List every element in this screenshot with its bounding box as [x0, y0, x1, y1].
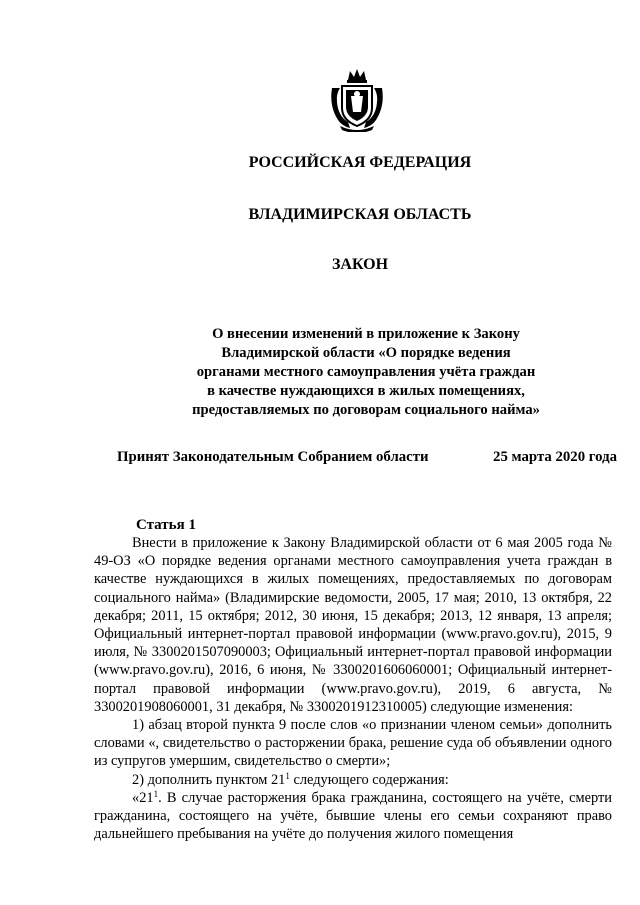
law-title [176, 325, 556, 420]
paragraph-clause-21-1: «$21^1$. В случае расторжения брака гражданина, состоящего на учёте, смерти гражданина, состоящего на учёте, бывшие члены его семьи сохраняют право дальнейшего пребывания на учёте до получения жилого помещения [94, 788, 612, 843]
law-title-line: органами местного самоуправления учёта граждан [196, 364, 536, 380]
document-type-heading: ЗАКОН [331, 256, 389, 273]
paragraph-item-1: 1) абзац второй пункта 9 после слов «о признании членом семьи» дополнить словами «, свидетельство о расторжении брака, решение суда об объявлении одного из супругов умершим, свидетельство о смерти»; [94, 717, 612, 770]
law-title-line: О внесении изменений в приложение к Закону [212, 326, 520, 342]
paragraph-item-2: 2) дополнить пунктом $21^1$ следующего содержания: [132, 770, 449, 788]
adoption-date: 25 марта 2020 года [493, 449, 617, 465]
paragraph-intro: Внести в приложение к Закону Владимирской области от 6 мая 2005 года № 49-ОЗ «О порядке ведения органами местного самоуправления учета граждан в качестве нуждающихся в жилых помещениях, предоставляемых по договорам социального найма» (Владимирские ведомости, 2005, 17 мая; 2010, 13 октября, 22 декабря; 2011, 15 октября; 2012, 30 июня, 15 декабря; 2013, 12 января, 13 апреля; Официальный интернет-портал правовой информации (www.pravo.gov.ru), 2015, 9 июля, № 3300201507090003; Официальный интернет-портал правовой информации (www.pravo.gov.ru), 2016, 6 июня, № 3300201606060001; Официальный интернет-портал правовой информации (www.pravo.gov.ru), 2019, 6 августа, № 3300201908060001, 31 декабря, № 3300201912310005) следующие изменения: [94, 535, 612, 715]
law-title-line: Владимирской области «О порядке ведения [221, 345, 511, 361]
article-heading: Статья 1 [136, 517, 196, 533]
adopted-by: Принят Законодательным Собранием области [117, 449, 429, 465]
coat-of-arms-emblem [328, 66, 386, 132]
country-heading: РОССИЙСКАЯ ФЕДЕРАЦИЯ [248, 154, 472, 171]
law-title-line: в качестве нуждающихся в жилых помещениях, [207, 383, 525, 399]
article-body [94, 534, 612, 843]
region-heading: ВЛАДИМИРСКАЯ ОБЛАСТЬ [248, 206, 472, 223]
law-title-line: предоставляемых по договорам социального найма» [192, 402, 540, 418]
adoption-line [117, 449, 617, 466]
